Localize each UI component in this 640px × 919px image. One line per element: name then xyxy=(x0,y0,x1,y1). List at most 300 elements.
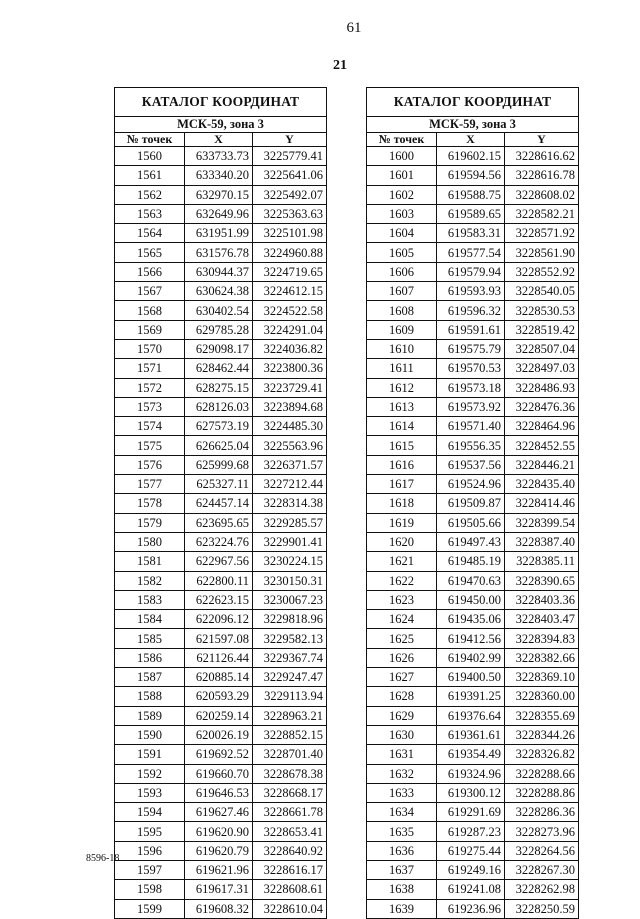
y-coordinate: 3228561.90 xyxy=(505,243,579,262)
table-row xyxy=(367,899,579,918)
x-coordinate: 622800.11 xyxy=(185,571,253,590)
point-number: 1577 xyxy=(115,475,185,494)
table-row xyxy=(115,243,327,262)
point-number: 1570 xyxy=(115,339,185,358)
table-row xyxy=(115,147,327,166)
table-row xyxy=(115,359,327,378)
table-row xyxy=(367,822,579,841)
y-coordinate: 3230150.31 xyxy=(253,571,327,590)
point-number: 1603 xyxy=(367,204,437,223)
y-coordinate: 3228387.40 xyxy=(505,532,579,551)
table-row xyxy=(115,494,327,513)
point-number: 1561 xyxy=(115,166,185,185)
point-number: 1598 xyxy=(115,880,185,899)
x-coordinate: 619402.99 xyxy=(437,648,505,667)
point-number: 1634 xyxy=(367,803,437,822)
x-coordinate: 619617.31 xyxy=(185,880,253,899)
point-number: 1601 xyxy=(367,166,437,185)
y-coordinate: 3228390.65 xyxy=(505,571,579,590)
page-number: 61 xyxy=(346,20,362,36)
point-number: 1569 xyxy=(115,320,185,339)
y-coordinate: 3228288.86 xyxy=(505,783,579,802)
x-coordinate: 619435.06 xyxy=(437,610,505,629)
x-coordinate: 625327.11 xyxy=(185,475,253,494)
y-coordinate: 3225779.41 xyxy=(253,147,327,166)
y-coordinate: 3228608.02 xyxy=(505,185,579,204)
point-number: 1630 xyxy=(367,725,437,744)
x-coordinate: 619588.75 xyxy=(437,185,505,204)
point-number: 1639 xyxy=(367,899,437,918)
point-number: 1627 xyxy=(367,668,437,687)
y-coordinate: 3228344.26 xyxy=(505,725,579,744)
point-number: 1609 xyxy=(367,320,437,339)
y-coordinate: 3225363.63 xyxy=(253,204,327,223)
point-number: 1583 xyxy=(115,590,185,609)
x-coordinate: 623224.76 xyxy=(185,532,253,551)
y-coordinate: 3228616.62 xyxy=(505,147,579,166)
point-number: 1605 xyxy=(367,243,437,262)
x-coordinate: 619376.64 xyxy=(437,706,505,725)
table-row xyxy=(115,648,327,667)
x-coordinate: 629098.17 xyxy=(185,339,253,358)
x-coordinate: 619620.79 xyxy=(185,841,253,860)
table-row xyxy=(367,610,579,629)
point-number: 1579 xyxy=(115,513,185,532)
table-row xyxy=(367,880,579,899)
x-coordinate: 621597.08 xyxy=(185,629,253,648)
table-row xyxy=(115,455,327,474)
y-coordinate: 3224485.30 xyxy=(253,417,327,436)
y-coordinate: 3223729.41 xyxy=(253,378,327,397)
point-number: 1637 xyxy=(367,860,437,879)
point-number: 1613 xyxy=(367,397,437,416)
y-coordinate: 3228264.56 xyxy=(505,841,579,860)
y-coordinate: 3228610.04 xyxy=(253,899,327,918)
x-coordinate: 619596.32 xyxy=(437,301,505,320)
y-coordinate: 3228507.04 xyxy=(505,339,579,358)
x-coordinate: 619583.31 xyxy=(437,224,505,243)
sheet-number: 21 xyxy=(333,58,347,73)
table-row xyxy=(115,224,327,243)
x-coordinate: 619241.08 xyxy=(437,880,505,899)
y-coordinate: 3225492.07 xyxy=(253,185,327,204)
y-coordinate: 3229901.41 xyxy=(253,532,327,551)
x-coordinate: 630944.37 xyxy=(185,262,253,281)
table-row xyxy=(115,668,327,687)
y-coordinate: 3229818.96 xyxy=(253,610,327,629)
table-row xyxy=(367,571,579,590)
table-row xyxy=(115,803,327,822)
column-header-point: № точек xyxy=(367,133,437,147)
table-row xyxy=(115,764,327,783)
y-coordinate: 3228369.10 xyxy=(505,668,579,687)
y-coordinate: 3228486.93 xyxy=(505,378,579,397)
point-number: 1568 xyxy=(115,301,185,320)
table-row xyxy=(367,147,579,166)
x-coordinate: 628462.44 xyxy=(185,359,253,378)
y-coordinate: 3228403.47 xyxy=(505,610,579,629)
x-coordinate: 633340.20 xyxy=(185,166,253,185)
x-coordinate: 619505.66 xyxy=(437,513,505,532)
table-row xyxy=(115,204,327,223)
y-coordinate: 3228435.40 xyxy=(505,475,579,494)
point-number: 1635 xyxy=(367,822,437,841)
catalog-zone: МСК-59, зона 3 xyxy=(115,117,327,133)
y-coordinate: 3228446.21 xyxy=(505,455,579,474)
table-row xyxy=(367,552,579,571)
table-row xyxy=(115,397,327,416)
point-number: 1560 xyxy=(115,147,185,166)
y-coordinate: 3228616.17 xyxy=(253,860,327,879)
point-number: 1571 xyxy=(115,359,185,378)
point-number: 1604 xyxy=(367,224,437,243)
y-coordinate: 3228288.66 xyxy=(505,764,579,783)
point-number: 1597 xyxy=(115,860,185,879)
table-row xyxy=(367,320,579,339)
y-coordinate: 3228452.55 xyxy=(505,436,579,455)
point-number: 1591 xyxy=(115,745,185,764)
y-coordinate: 3228571.92 xyxy=(505,224,579,243)
table-row xyxy=(115,532,327,551)
x-coordinate: 619450.00 xyxy=(437,590,505,609)
table-row xyxy=(115,899,327,918)
y-coordinate: 3228530.53 xyxy=(505,301,579,320)
point-number: 1578 xyxy=(115,494,185,513)
x-coordinate: 619573.18 xyxy=(437,378,505,397)
point-number: 1614 xyxy=(367,417,437,436)
table-row xyxy=(115,185,327,204)
y-coordinate: 3229367.74 xyxy=(253,648,327,667)
table-row xyxy=(367,417,579,436)
table-row xyxy=(367,262,579,281)
point-number: 1576 xyxy=(115,455,185,474)
table-row xyxy=(115,320,327,339)
x-coordinate: 625999.68 xyxy=(185,455,253,474)
catalog-title: КАТАЛОГ КООРДИНАТ xyxy=(115,88,327,117)
table-row xyxy=(115,610,327,629)
x-coordinate: 619236.96 xyxy=(437,899,505,918)
y-coordinate: 3229582.13 xyxy=(253,629,327,648)
x-coordinate: 633733.73 xyxy=(185,147,253,166)
table-row xyxy=(367,436,579,455)
y-coordinate: 3228286.36 xyxy=(505,803,579,822)
x-coordinate: 620885.14 xyxy=(185,668,253,687)
column-header-y: Y xyxy=(253,133,327,147)
table-row xyxy=(367,764,579,783)
point-number: 1580 xyxy=(115,532,185,551)
x-coordinate: 619249.16 xyxy=(437,860,505,879)
table-row xyxy=(367,359,579,378)
point-number: 1602 xyxy=(367,185,437,204)
table-row xyxy=(115,745,327,764)
x-coordinate: 620593.29 xyxy=(185,687,253,706)
x-coordinate: 619692.52 xyxy=(185,745,253,764)
point-number: 1594 xyxy=(115,803,185,822)
x-coordinate: 619470.63 xyxy=(437,571,505,590)
y-coordinate: 3228701.40 xyxy=(253,745,327,764)
x-coordinate: 622623.15 xyxy=(185,590,253,609)
x-coordinate: 619575.79 xyxy=(437,339,505,358)
table-row xyxy=(367,706,579,725)
point-number: 1629 xyxy=(367,706,437,725)
x-coordinate: 619300.12 xyxy=(437,783,505,802)
point-number: 1616 xyxy=(367,455,437,474)
point-number: 1606 xyxy=(367,262,437,281)
table-row xyxy=(115,725,327,744)
y-coordinate: 3228399.54 xyxy=(505,513,579,532)
x-coordinate: 627573.19 xyxy=(185,417,253,436)
y-coordinate: 3228314.38 xyxy=(253,494,327,513)
x-coordinate: 619589.65 xyxy=(437,204,505,223)
y-coordinate: 3228640.92 xyxy=(253,841,327,860)
y-coordinate: 3228852.15 xyxy=(253,725,327,744)
point-number: 1595 xyxy=(115,822,185,841)
y-coordinate: 3228678.38 xyxy=(253,764,327,783)
point-number: 1588 xyxy=(115,687,185,706)
table-row xyxy=(115,841,327,860)
x-coordinate: 619324.96 xyxy=(437,764,505,783)
x-coordinate: 626625.04 xyxy=(185,436,253,455)
table-row xyxy=(115,378,327,397)
point-number: 1608 xyxy=(367,301,437,320)
x-coordinate: 619556.35 xyxy=(437,436,505,455)
table-row xyxy=(115,436,327,455)
y-coordinate: 3228355.69 xyxy=(505,706,579,725)
x-coordinate: 619591.61 xyxy=(437,320,505,339)
point-number: 1628 xyxy=(367,687,437,706)
x-coordinate: 619594.56 xyxy=(437,166,505,185)
x-coordinate: 620026.19 xyxy=(185,725,253,744)
table-row xyxy=(115,301,327,320)
y-coordinate: 3228360.00 xyxy=(505,687,579,706)
table-row xyxy=(367,648,579,667)
x-coordinate: 619354.49 xyxy=(437,745,505,764)
point-number: 1585 xyxy=(115,629,185,648)
catalog-zone: МСК-59, зона 3 xyxy=(367,117,579,133)
point-number: 1623 xyxy=(367,590,437,609)
x-coordinate: 619570.53 xyxy=(437,359,505,378)
y-coordinate: 3228653.41 xyxy=(253,822,327,841)
table-row xyxy=(115,552,327,571)
table-row xyxy=(367,282,579,301)
y-coordinate: 3230224.15 xyxy=(253,552,327,571)
x-coordinate: 624457.14 xyxy=(185,494,253,513)
point-number: 1589 xyxy=(115,706,185,725)
x-coordinate: 620259.14 xyxy=(185,706,253,725)
point-number: 1624 xyxy=(367,610,437,629)
x-coordinate: 630402.54 xyxy=(185,301,253,320)
table-row xyxy=(367,532,579,551)
table-row xyxy=(115,822,327,841)
y-coordinate: 3228385.11 xyxy=(505,552,579,571)
table-row xyxy=(367,841,579,860)
x-coordinate: 619593.93 xyxy=(437,282,505,301)
catalog-title: КАТАЛОГ КООРДИНАТ xyxy=(367,88,579,117)
table-row xyxy=(367,725,579,744)
x-coordinate: 619579.94 xyxy=(437,262,505,281)
point-number: 1633 xyxy=(367,783,437,802)
column-header-point: № точек xyxy=(115,133,185,147)
x-coordinate: 622967.56 xyxy=(185,552,253,571)
y-coordinate: 3228668.17 xyxy=(253,783,327,802)
point-number: 1590 xyxy=(115,725,185,744)
point-number: 1599 xyxy=(115,899,185,918)
table-row xyxy=(367,378,579,397)
table-row xyxy=(367,185,579,204)
point-number: 1600 xyxy=(367,147,437,166)
y-coordinate: 3229113.94 xyxy=(253,687,327,706)
y-coordinate: 3228273.96 xyxy=(505,822,579,841)
table-row xyxy=(367,668,579,687)
point-number: 1565 xyxy=(115,243,185,262)
point-number: 1638 xyxy=(367,880,437,899)
point-number: 1575 xyxy=(115,436,185,455)
table-row xyxy=(115,166,327,185)
x-coordinate: 621126.44 xyxy=(185,648,253,667)
x-coordinate: 619275.44 xyxy=(437,841,505,860)
y-coordinate: 3228519.42 xyxy=(505,320,579,339)
table-row xyxy=(367,397,579,416)
point-number: 1564 xyxy=(115,224,185,243)
y-coordinate: 3228394.83 xyxy=(505,629,579,648)
table-row xyxy=(367,455,579,474)
y-coordinate: 3228414.46 xyxy=(505,494,579,513)
table-row xyxy=(115,282,327,301)
y-coordinate: 3228552.92 xyxy=(505,262,579,281)
table-row xyxy=(367,243,579,262)
x-coordinate: 619412.56 xyxy=(437,629,505,648)
y-coordinate: 3228382.66 xyxy=(505,648,579,667)
coordinate-catalog-table xyxy=(114,87,327,919)
x-coordinate: 619577.54 xyxy=(437,243,505,262)
x-coordinate: 619620.90 xyxy=(185,822,253,841)
y-coordinate: 3224036.82 xyxy=(253,339,327,358)
y-coordinate: 3225101.98 xyxy=(253,224,327,243)
x-coordinate: 632649.96 xyxy=(185,204,253,223)
x-coordinate: 619608.32 xyxy=(185,899,253,918)
table-row xyxy=(115,687,327,706)
table-row xyxy=(367,204,579,223)
column-header-y: Y xyxy=(505,133,579,147)
column-header-x: X xyxy=(437,133,505,147)
y-coordinate: 3228497.03 xyxy=(505,359,579,378)
table-row xyxy=(367,629,579,648)
y-coordinate: 3228326.82 xyxy=(505,745,579,764)
y-coordinate: 3224612.15 xyxy=(253,282,327,301)
y-coordinate: 3228403.36 xyxy=(505,590,579,609)
table-row xyxy=(367,783,579,802)
point-number: 1582 xyxy=(115,571,185,590)
y-coordinate: 3223800.36 xyxy=(253,359,327,378)
table-row xyxy=(115,475,327,494)
x-coordinate: 619621.96 xyxy=(185,860,253,879)
point-number: 1563 xyxy=(115,204,185,223)
column-header-x: X xyxy=(185,133,253,147)
table-row xyxy=(115,590,327,609)
x-coordinate: 619524.96 xyxy=(437,475,505,494)
y-coordinate: 3230067.23 xyxy=(253,590,327,609)
y-coordinate: 3228963.21 xyxy=(253,706,327,725)
table-row xyxy=(115,860,327,879)
point-number: 1592 xyxy=(115,764,185,783)
y-coordinate: 3228267.30 xyxy=(505,860,579,879)
point-number: 1567 xyxy=(115,282,185,301)
y-coordinate: 3226371.57 xyxy=(253,455,327,474)
point-number: 1618 xyxy=(367,494,437,513)
table-row xyxy=(367,301,579,320)
y-coordinate: 3228250.59 xyxy=(505,899,579,918)
x-coordinate: 619509.87 xyxy=(437,494,505,513)
table-row xyxy=(367,475,579,494)
y-coordinate: 3224719.65 xyxy=(253,262,327,281)
x-coordinate: 619573.92 xyxy=(437,397,505,416)
point-number: 1621 xyxy=(367,552,437,571)
point-number: 1572 xyxy=(115,378,185,397)
point-number: 1625 xyxy=(367,629,437,648)
x-coordinate: 619291.69 xyxy=(437,803,505,822)
point-number: 1586 xyxy=(115,648,185,667)
table-row xyxy=(115,513,327,532)
table-row xyxy=(115,339,327,358)
x-coordinate: 619400.50 xyxy=(437,668,505,687)
document-code: 8596-18 xyxy=(86,853,120,864)
y-coordinate: 3228582.21 xyxy=(505,204,579,223)
y-coordinate: 3225563.96 xyxy=(253,436,327,455)
x-coordinate: 632970.15 xyxy=(185,185,253,204)
x-coordinate: 619602.15 xyxy=(437,147,505,166)
table-row xyxy=(115,880,327,899)
y-coordinate: 3228262.98 xyxy=(505,880,579,899)
point-number: 1593 xyxy=(115,783,185,802)
table-row xyxy=(367,860,579,879)
y-coordinate: 3227212.44 xyxy=(253,475,327,494)
table-row xyxy=(367,224,579,243)
x-coordinate: 619571.40 xyxy=(437,417,505,436)
x-coordinate: 619391.25 xyxy=(437,687,505,706)
point-number: 1562 xyxy=(115,185,185,204)
y-coordinate: 3228540.05 xyxy=(505,282,579,301)
y-coordinate: 3229285.57 xyxy=(253,513,327,532)
table-row xyxy=(367,687,579,706)
y-coordinate: 3228476.36 xyxy=(505,397,579,416)
point-number: 1622 xyxy=(367,571,437,590)
table-row xyxy=(115,706,327,725)
table-row xyxy=(367,513,579,532)
x-coordinate: 619287.23 xyxy=(437,822,505,841)
x-coordinate: 619361.61 xyxy=(437,725,505,744)
point-number: 1631 xyxy=(367,745,437,764)
y-coordinate: 3223894.68 xyxy=(253,397,327,416)
x-coordinate: 628126.03 xyxy=(185,397,253,416)
table-row xyxy=(367,494,579,513)
x-coordinate: 619660.70 xyxy=(185,764,253,783)
x-coordinate: 630624.38 xyxy=(185,282,253,301)
point-number: 1581 xyxy=(115,552,185,571)
point-number: 1632 xyxy=(367,764,437,783)
table-row xyxy=(367,166,579,185)
point-number: 1619 xyxy=(367,513,437,532)
point-number: 1574 xyxy=(115,417,185,436)
point-number: 1612 xyxy=(367,378,437,397)
x-coordinate: 619627.46 xyxy=(185,803,253,822)
table-row xyxy=(115,783,327,802)
y-coordinate: 3228464.96 xyxy=(505,417,579,436)
x-coordinate: 619537.56 xyxy=(437,455,505,474)
point-number: 1584 xyxy=(115,610,185,629)
point-number: 1636 xyxy=(367,841,437,860)
point-number: 1611 xyxy=(367,359,437,378)
x-coordinate: 631576.78 xyxy=(185,243,253,262)
